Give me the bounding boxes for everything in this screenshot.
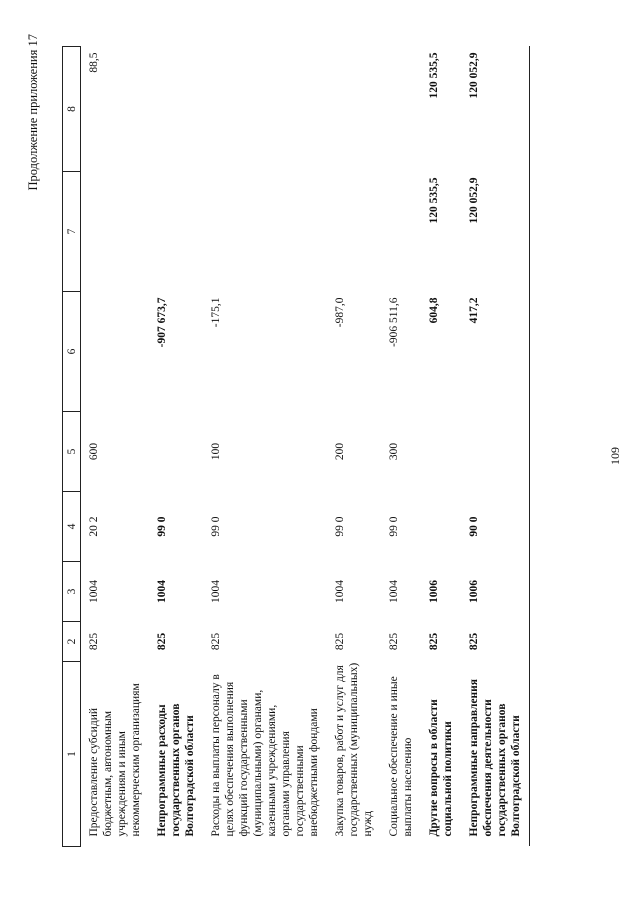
cell-c5 [149,412,203,492]
cell-c8 [149,47,203,172]
cell-c7: 120 535,5 [428,177,440,224]
cell-c7: 120 052,9 [461,172,530,292]
row-name: Непрограммные расходы государственных органов Волгоградской области [156,703,196,837]
cell-c2: 825 [156,632,168,651]
cell-c4: 20 2 [88,516,100,537]
col-header: 6 [63,292,81,412]
row-name: Другие вопросы в области социальной политики [428,699,454,837]
cell-c4 [421,492,461,562]
row-name: Расходы на выплаты персоналу в целях обеспечения выполнения функций государственными (муниципальными) органами, казенными учреждениями, органами управления государственными внебюджетными фондами [210,674,320,837]
cell-c2: 825 [88,632,100,651]
table-row [461,47,530,847]
cell-c6 [81,292,150,412]
cell-c8: 88,5 [88,52,100,73]
cell-c2: 825 [210,632,222,651]
cell-c3: 1004 [156,580,168,603]
row-name: Непрограммные направления обеспечения деятельности государственных органов Волгоградской области [461,662,530,847]
col-header: 7 [63,172,81,292]
row-name: Закупка товаров, работ и услуг для государственных (муниципальных) нужд [334,662,374,837]
table-row [327,47,381,847]
cell-c6: -907 673,7 [156,297,168,348]
cell-c7 [327,172,381,292]
cell-c8 [381,47,421,172]
row-name: Социальное обеспечение и иные выплаты населению [388,676,414,837]
cell-c5 [421,412,461,492]
cell-c8: 120 535,5 [428,52,440,99]
row-name: Предоставление субсидий бюджетным, автономным учреждениям и иным некоммерческим организациям [88,683,142,837]
col-header: 1 [63,662,81,847]
col-header: 5 [63,412,81,492]
cell-c2: 825 [334,632,346,651]
cell-c3: 1004 [210,580,222,603]
cell-c5: 200 [334,442,346,461]
cell-c4: 99 0 [388,516,400,537]
table-row [149,47,203,847]
header-row [63,47,81,847]
cell-c3: 1004 [388,580,400,603]
cell-c6: -906 511,6 [388,297,400,347]
cell-c4: 99 0 [334,516,346,537]
col-header: 2 [63,622,81,662]
cell-c3: 1006 [461,562,530,622]
cell-c7 [381,172,421,292]
cell-c2: 825 [461,622,530,662]
table-row [421,47,461,847]
cell-c5 [461,412,530,492]
table-row [381,47,421,847]
cell-c6: -987,0 [334,297,346,328]
budget-table [62,46,530,847]
cell-c4: 99 0 [156,516,168,537]
cell-c8 [203,47,327,172]
table-row [81,47,150,847]
cell-c3: 1004 [334,580,346,603]
cell-c8 [327,47,381,172]
cell-c2: 825 [428,632,440,651]
cell-c3: 1006 [428,580,440,603]
page-number: 109 [608,447,622,465]
cell-c7 [149,172,203,292]
cell-c6: 604,8 [428,297,440,324]
table-row [203,47,327,847]
cell-c6: -175,1 [210,297,222,328]
cell-c7 [203,172,327,292]
cell-c8: 120 052,9 [461,47,530,172]
cell-c5: 100 [210,442,222,461]
cell-c4: 99 0 [210,516,222,537]
cell-c2: 825 [388,632,400,651]
cell-c5: 300 [388,442,400,461]
cell-c4: 90 0 [461,492,530,562]
cell-c6: 417,2 [461,292,530,412]
cell-c3: 1004 [88,580,100,603]
col-header: 4 [63,492,81,562]
continuation-label: Продолжение приложения 17 [26,34,40,191]
cell-c5: 600 [88,442,100,461]
col-header: 3 [63,562,81,622]
cell-c7 [81,172,150,292]
col-header: 8 [63,47,81,172]
